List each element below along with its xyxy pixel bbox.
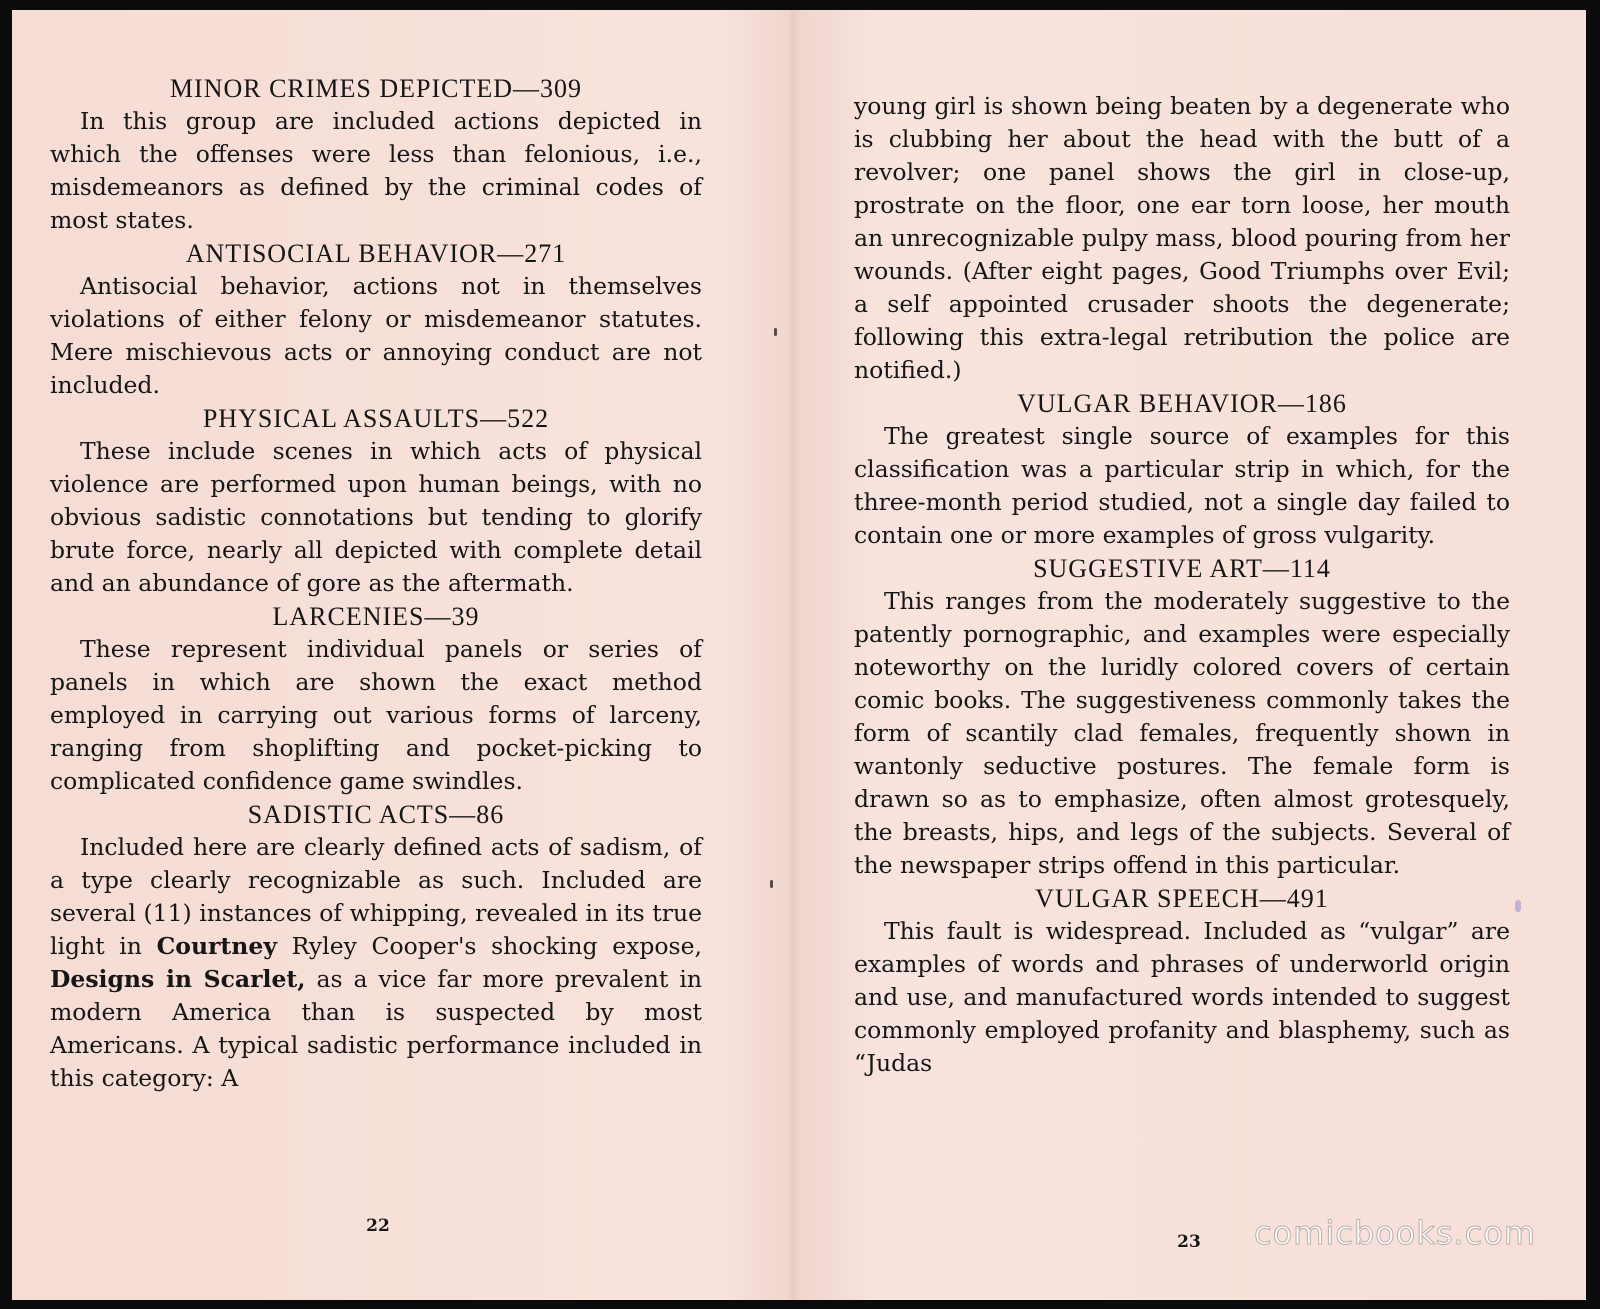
gutter-mark xyxy=(770,880,773,888)
section-heading-physical-assaults: PHYSICAL ASSAULTS—522 xyxy=(202,404,550,433)
section-heading-larcenies: LARCENIES—39 xyxy=(272,602,480,631)
book-spread xyxy=(12,10,1586,1300)
right-page xyxy=(854,10,1510,1300)
section-heading-minor-crimes: MINOR CRIMES DEPICTED—309 xyxy=(169,74,583,103)
left-column xyxy=(50,72,702,1095)
section-body-antisocial-behavior: Antisocial behavior, actions not in themselves violations of either felony or misdemeanor statutes. Mere mischievous acts or annoying conduct are not included. xyxy=(50,272,702,399)
watermark-logo: comicbooks.com xyxy=(1253,1214,1536,1252)
book-title-bold: Designs in Scarlet, xyxy=(50,965,306,993)
page-number-left: 22 xyxy=(366,1216,390,1236)
section-body-vulgar-speech: This fault is widespread. Included as “vulgar” are examples of words and phrases of underworld origin and use, and manufactured words intended to suggest commonly employed profanity and blasphemy, such as “Judas xyxy=(854,917,1510,1077)
sadistic-acts-text-2: Ryley Cooper's shocking expose, xyxy=(276,932,702,960)
page-number-right: 23 xyxy=(1177,1232,1201,1252)
section-heading-antisocial-behavior: ANTISOCIAL BEHAVIOR—271 xyxy=(185,239,567,268)
author-name-bold: Courtney xyxy=(156,932,277,960)
section-body-vulgar-behavior: The greatest single source of examples for this classification was a particular strip in which, for the three-month period studied, not a single day failed to contain one or more examples of gross vulgarity. xyxy=(854,422,1510,549)
ink-blot xyxy=(1515,900,1521,912)
section-body-suggestive-art: This ranges from the moderately suggestive to the patently pornographic, and examples were especially noteworthy on the luridly colored covers of certain comic books. The suggestiveness commonly takes the form of scantily clad females, frequently shown in wantonly seductive postures. The female form is drawn so as to emphasize, often almost grotesquely, the breasts, hips, and legs of the subjects. Several of the newspaper strips offend in this particular. xyxy=(854,587,1510,879)
section-body-minor-crimes: In this group are included actions depicted in which the offenses were less than felonious, i.e., misdemeanors as defined by the criminal codes of most states. xyxy=(50,107,702,234)
section-heading-vulgar-speech: VULGAR SPEECH—491 xyxy=(1035,884,1329,913)
section-body-physical-assaults: These include scenes in which acts of physical violence are performed upon human beings, with no obvious sadistic connotations but tending to glorify brute force, nearly all depicted with complete detail and an abundance of gore as the aftermath. xyxy=(50,437,702,597)
sadistic-acts-text-3: as a vice far more prevalent in modern America than is suspected by most Americans. A typical sadistic performance included in this category: A xyxy=(50,965,702,1092)
section-heading-suggestive-art: SUGGESTIVE ART—114 xyxy=(1033,554,1331,583)
right-column xyxy=(854,90,1510,1080)
section-heading-vulgar-behavior: VULGAR BEHAVIOR—186 xyxy=(1017,389,1347,418)
gutter-mark xyxy=(774,328,777,336)
section-heading-sadistic-acts: SADISTIC ACTS—86 xyxy=(247,800,505,829)
section-body-larcenies: These represent individual panels or series of panels in which are shown the exact method employed in carrying out various forms of larceny, ranging from shoplifting and pocket-picking to complicated confidence game swindles. xyxy=(50,635,702,795)
section-body-sadistic-acts xyxy=(50,831,702,1095)
continued-paragraph: young girl is shown being beaten by a degenerate who is clubbing her about the head with the butt of a revolver; one panel shows the girl in close-up, prostrate on the floor, one ear torn loose, her mouth an unrecognizable pulpy mass, blood pouring from her wounds. (After eight pages, Good Triumphs over Evil; a self appointed crusader shoots the degenerate; following this extra-legal retribution the police are notified.) xyxy=(854,92,1510,384)
sadistic-acts-text-1: Included here are clearly defined acts of sadism, of a type clearly recognizable as such. Included are several (11) instances of whipping, revealed in its true light in xyxy=(50,833,702,960)
left-page xyxy=(50,10,702,1300)
